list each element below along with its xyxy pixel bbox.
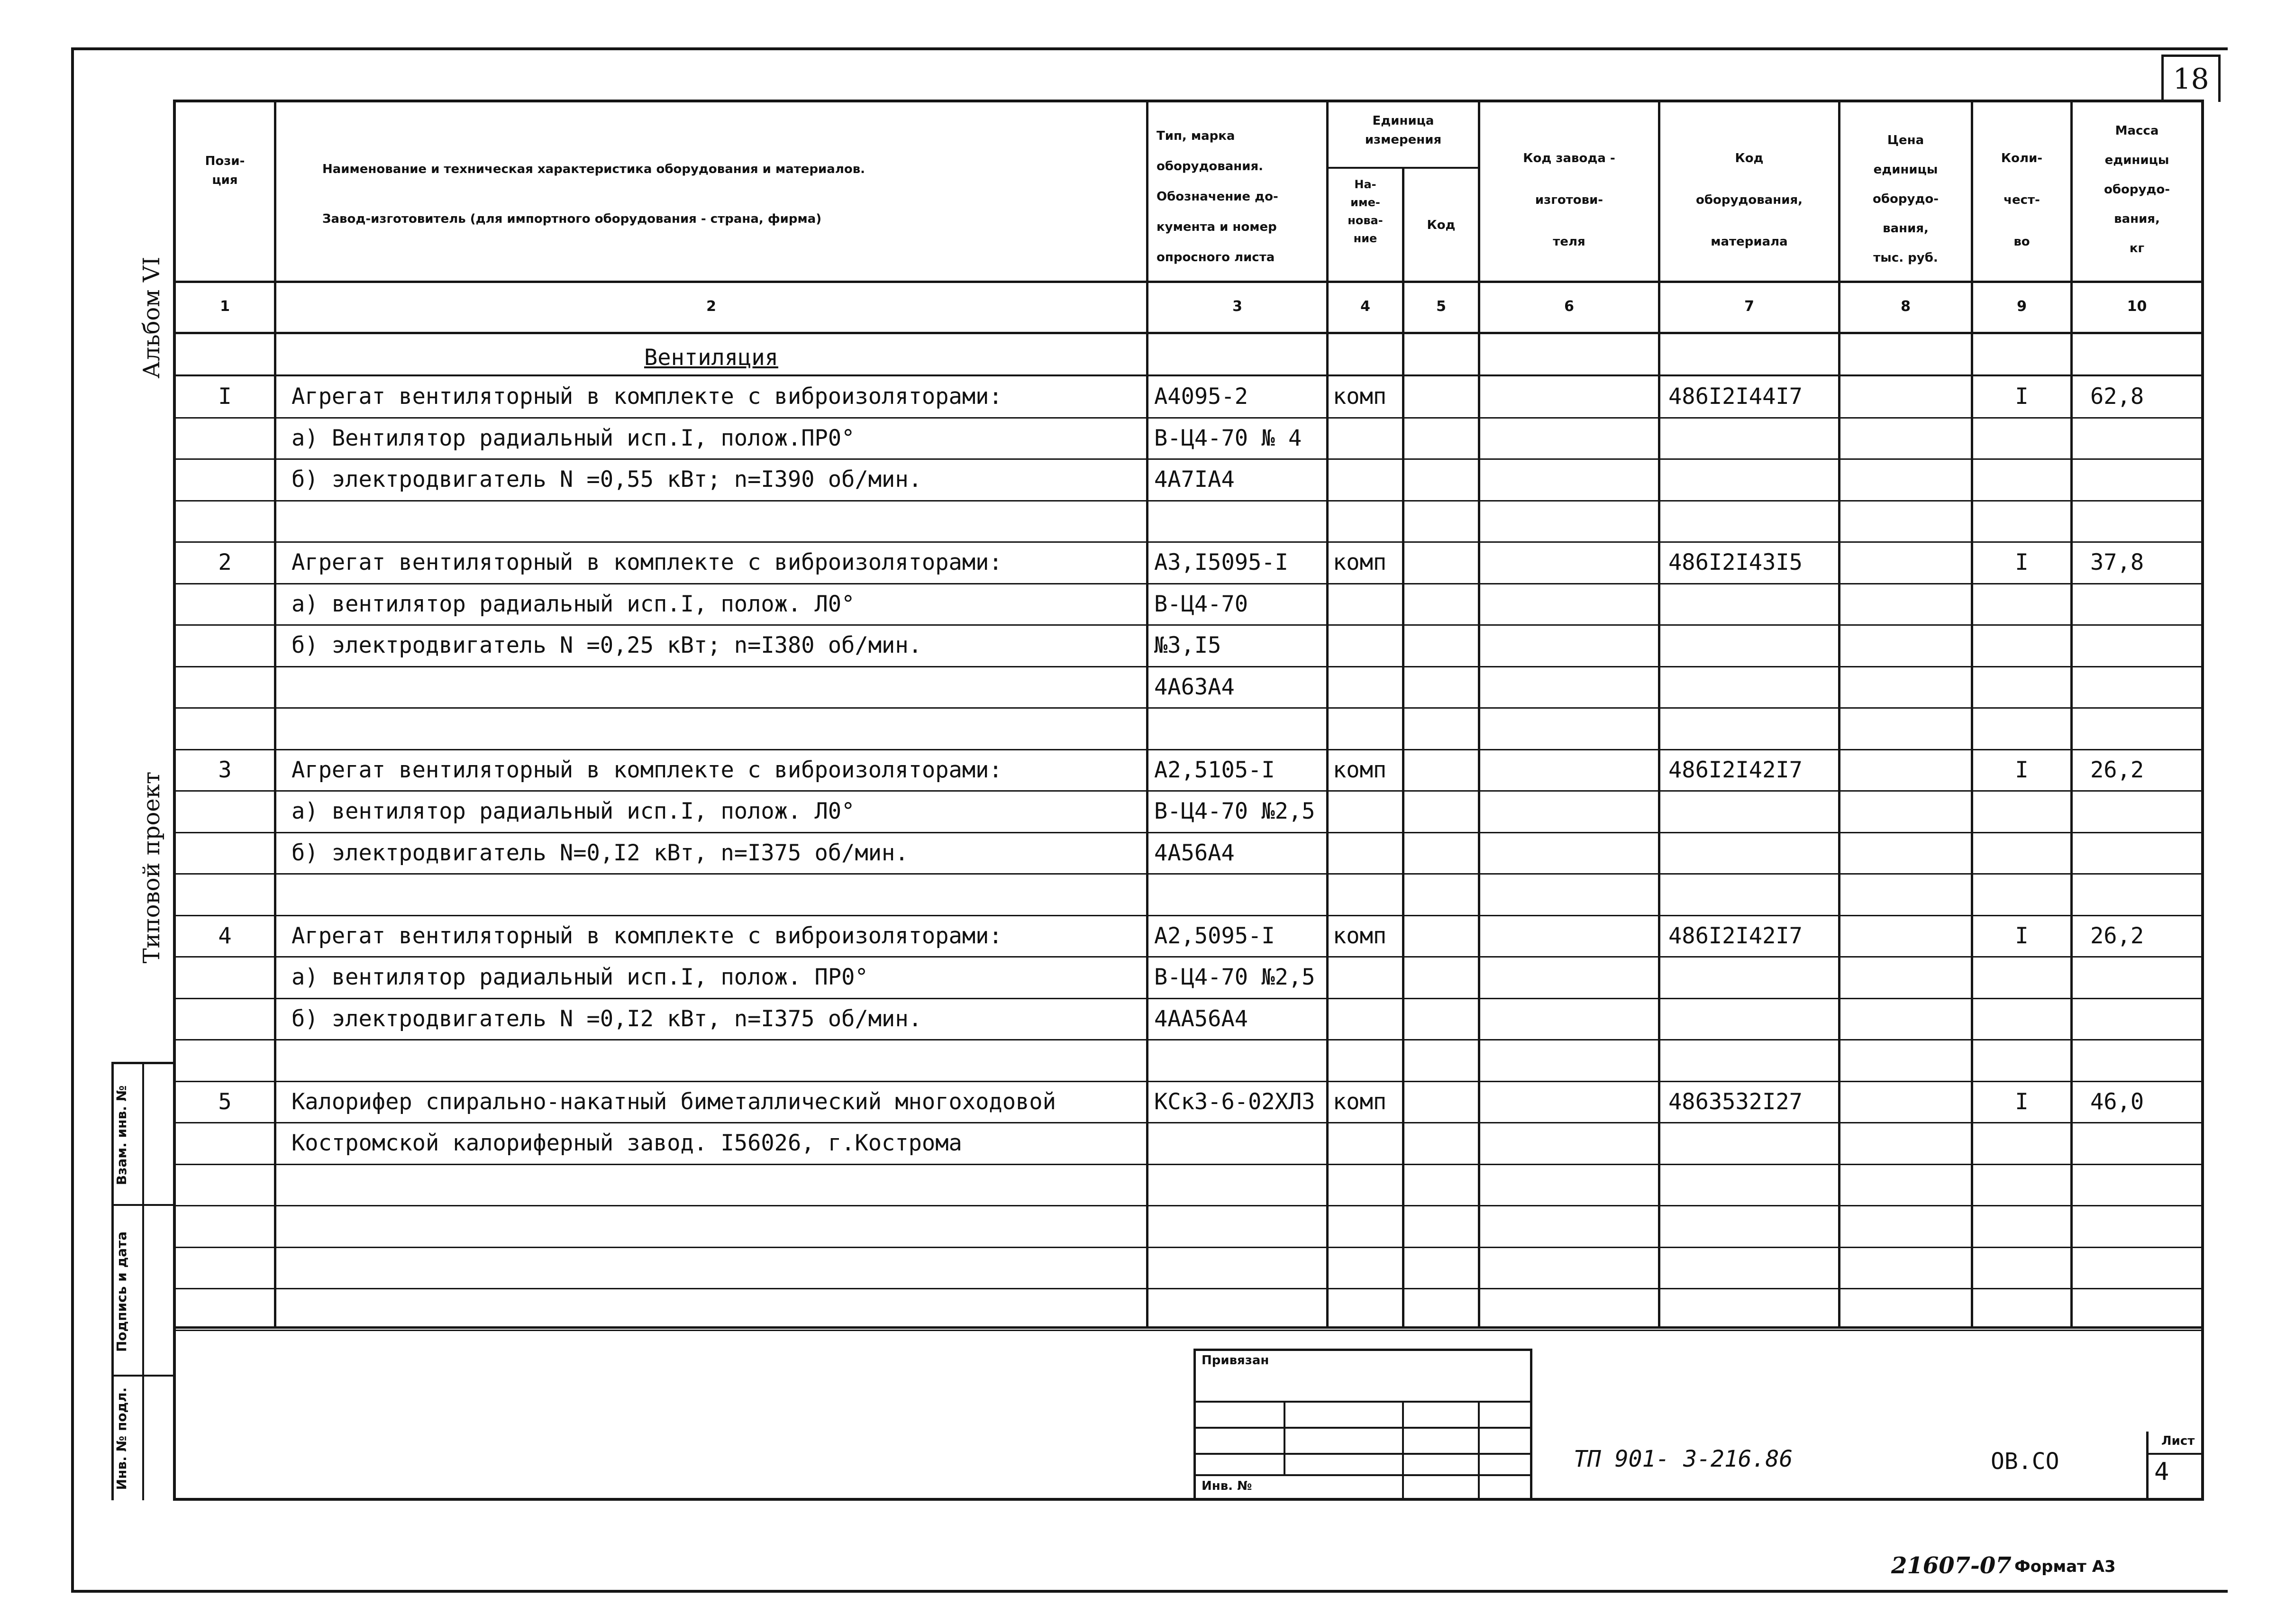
cell-equipment-code: 486I2I42I7 [1668, 757, 1803, 783]
col-num-7: 7 [1744, 298, 1754, 315]
col-num-10: 10 [2127, 298, 2147, 315]
cell-type: А4095-2 [1154, 383, 1248, 410]
cell-quantity: I [2015, 922, 2029, 949]
row-divider [173, 500, 2204, 502]
sheet-label: Лист [2161, 1434, 2195, 1448]
cell-position: I [218, 383, 232, 410]
header-equipment-code: Код оборудования, материала [1695, 151, 1803, 249]
header-name: Наименование и техническая характеристика оборудования и материалов. Завод-изготовитель (для импортного оборудования - страна, фирма) [322, 162, 865, 226]
cell-name: Агрегат вентиляторный в комплекте с виброизоляторами: [291, 383, 1002, 410]
cell-type: №3,I5 [1154, 632, 1221, 658]
cell-type: 4А56А4 [1154, 839, 1235, 866]
header-quantity: Коли- чест- во [2001, 151, 2043, 249]
cell-equipment-code: 486I2I44I7 [1668, 383, 1803, 410]
row-divider [173, 707, 2204, 709]
cell-quantity: I [2015, 549, 2029, 575]
header-unit-name: На- име- нова- ние [1348, 178, 1383, 245]
col-num-2: 2 [706, 298, 716, 315]
cell-name: б) электродвигатель N =0,I2 кВт, n=I375 об/мин. [291, 1005, 922, 1032]
row-divider [173, 1288, 2204, 1289]
cell-position: 5 [218, 1088, 232, 1115]
inventory-number-label: Инв. № [1202, 1479, 1252, 1493]
stamp-signature-label: Подпись и дата [114, 1231, 129, 1352]
cell-mass: 26,2 [2090, 757, 2144, 783]
cell-type: А2,5095-I [1154, 922, 1275, 949]
header-mass: Масса единицы оборудо- вания, кг [2104, 124, 2170, 255]
cell-type: А2,5105-I [1154, 757, 1275, 783]
cell-quantity: I [2015, 757, 2029, 783]
col-num-6: 6 [1564, 298, 1574, 315]
row-divider [173, 1205, 2204, 1206]
cell-quantity: I [2015, 1088, 2029, 1115]
cell-name: б) электродвигатель N =0,25 кВт; n=I380 об/мин. [291, 632, 922, 658]
project-label: Типовой проект [138, 771, 165, 964]
col-num-8: 8 [1901, 298, 1911, 315]
cell-type: 4А63А4 [1154, 674, 1235, 700]
cell-type: В-Ц4-70 [1154, 591, 1248, 617]
col-num-3: 3 [1232, 298, 1242, 315]
cell-equipment-code: 486I2I43I5 [1668, 549, 1803, 575]
cell-position: 3 [218, 757, 232, 783]
attached-label: Привязан [1202, 1353, 1269, 1368]
row-divider [173, 1247, 2204, 1248]
cell-type: А3,I5095-I [1154, 549, 1288, 575]
cell-mass: 26,2 [2090, 922, 2144, 949]
format-label: Формат А3 [2014, 1557, 2116, 1576]
cell-name: а) Вентилятор радиальный исп.I, полож.ПР0° [291, 425, 855, 451]
cell-name: Костромской калориферный завод. I56026, г.Кострома [291, 1130, 962, 1156]
cell-equipment-code: 4863532I27 [1668, 1088, 1803, 1115]
section-code: ОВ.СО [1991, 1448, 2059, 1475]
header-price: Цена единицы оборудо- вания, тыс. руб. [1872, 133, 1939, 265]
cell-name: Агрегат вентиляторный в комплекте с виброизоляторами: [291, 757, 1002, 783]
cell-name: Агрегат вентиляторный в комплекте с виброизоляторами: [291, 922, 1002, 949]
cell-name: а) вентилятор радиальный исп.I, полож. Л0° [291, 591, 855, 617]
sheet-value: 4 [2154, 1458, 2169, 1486]
header-unit-code: Код [1427, 218, 1456, 232]
cell-type: В-Ц4-70 № 4 [1154, 425, 1302, 451]
album-label: Альбом VI [138, 256, 165, 379]
col-num-9: 9 [2017, 298, 2027, 315]
cell-equipment-code: 486I2I42I7 [1668, 922, 1803, 949]
cell-unit: комп [1333, 757, 1387, 783]
cell-type: КСк3-6-02ХЛ3 [1154, 1088, 1315, 1115]
cell-type: В-Ц4-70 №2,5 [1154, 964, 1315, 990]
col-num-5: 5 [1436, 298, 1446, 315]
cell-name: а) вентилятор радиальный исп.I, полож. Л0° [291, 798, 855, 824]
cell-position: 4 [218, 922, 232, 949]
cell-type: В-Ц4-70 №2,5 [1154, 798, 1315, 824]
cell-name: а) вентилятор радиальный исп.I, полож. ПР0° [291, 964, 868, 990]
row-divider [173, 873, 2204, 875]
header-type: Тип, марка оборудования. Обозначение до- кумента и номер опросного листа [1157, 129, 1278, 265]
header-unit-group: Единица измерения [1365, 114, 1442, 147]
header-position: Пози- ция [205, 154, 245, 187]
cell-mass: 46,0 [2090, 1088, 2144, 1115]
cell-mass: 62,8 [2090, 383, 2144, 410]
section-title: Вентиляция [644, 345, 778, 371]
cell-name: б) электродвигатель N=0,I2 кВт, n=I375 об/мин. [291, 839, 909, 866]
cell-unit: комп [1333, 1088, 1387, 1115]
cell-name: Калорифер спирально-накатный биметаллический многоходовой [291, 1088, 1056, 1115]
cell-name: б) электродвигатель N =0,55 кВт; n=I390 об/мин. [291, 466, 922, 493]
cell-quantity: I [2015, 383, 2029, 410]
row-divider [173, 1039, 2204, 1040]
stamp-inventory-label: Инв. № подл. [114, 1387, 129, 1490]
cell-type: 4АА56А4 [1154, 1005, 1248, 1032]
col-num-4: 4 [1360, 298, 1370, 315]
stamp-replace-label: Взам. инв. № [114, 1085, 129, 1186]
row-divider [173, 1330, 2204, 1331]
cell-unit: комп [1333, 922, 1387, 949]
row-divider [173, 1164, 2204, 1165]
cell-name: Агрегат вентиляторный в комплекте с виброизоляторами: [291, 549, 1002, 575]
cell-unit: комп [1333, 383, 1387, 410]
cell-position: 2 [218, 549, 232, 575]
header-plant-code: Код завода - изготови- теля [1523, 151, 1615, 249]
cell-mass: 37,8 [2090, 549, 2144, 575]
cell-unit: комп [1333, 549, 1387, 575]
col-num-1: 1 [220, 298, 230, 315]
document-code: ТП 901- 3-216.86 [1574, 1446, 1793, 1472]
cell-type: 4А7IА4 [1154, 466, 1235, 493]
order-number: 21607-07 [1891, 1552, 2012, 1579]
sheet-number: 18 [2173, 63, 2209, 96]
